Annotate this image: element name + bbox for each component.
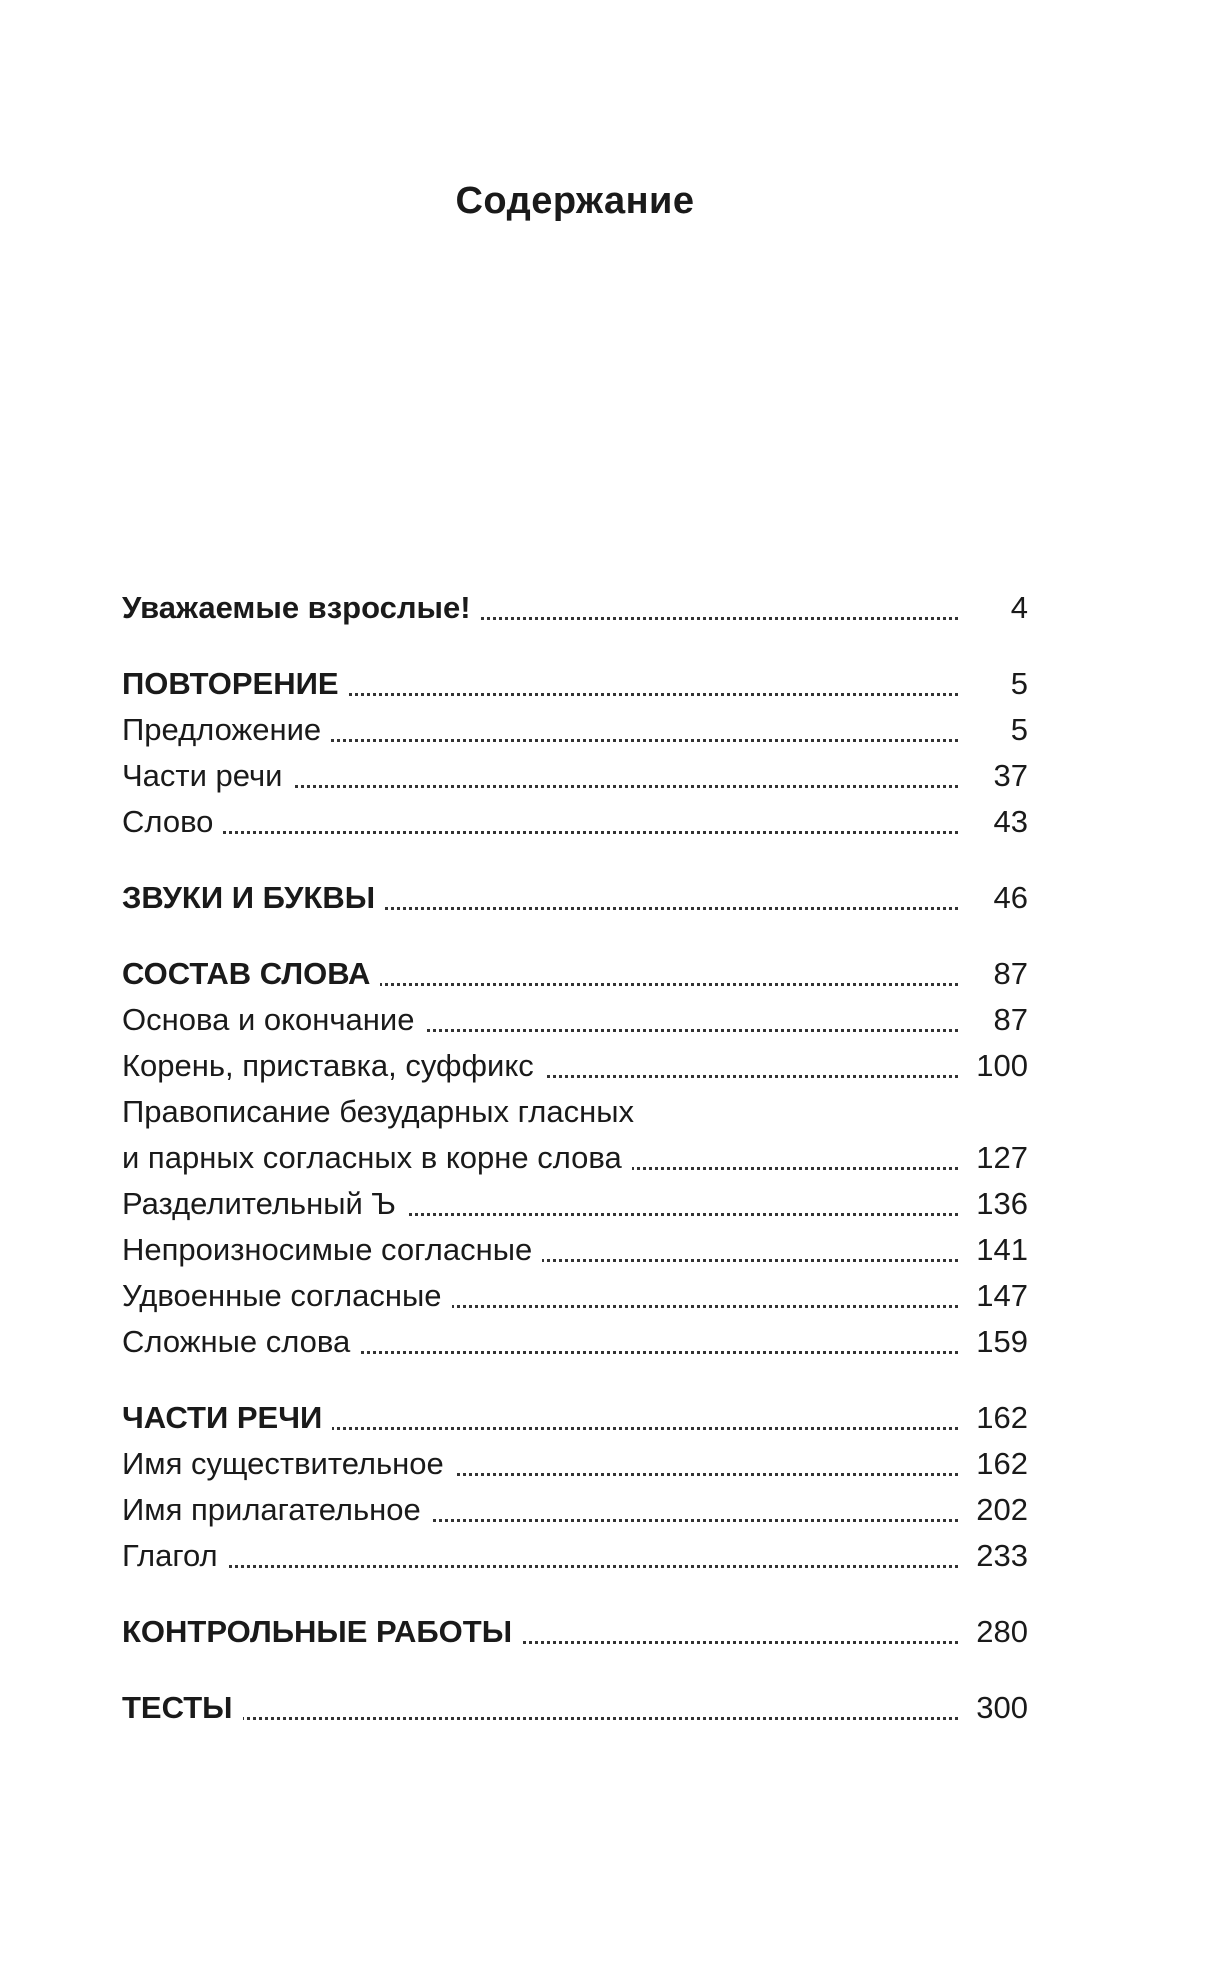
toc-label-wrap (122, 1441, 958, 1487)
toc-label: ПОВТОРЕНИЕ (122, 666, 349, 701)
toc-label: Имя прилагательное (122, 1492, 431, 1527)
toc-label: Уважаемые взрослые! (122, 590, 481, 625)
toc-entry-row (122, 799, 1028, 845)
toc-entry-row (122, 753, 1028, 799)
toc-label-wrap (122, 1395, 958, 1441)
toc-label-wrap (122, 1043, 958, 1089)
toc-label: КОНТРОЛЬНЫЕ РАБОТЫ (122, 1614, 522, 1649)
toc-label-wrap (122, 1487, 958, 1533)
toc-label: Корень, приставка, суффикс (122, 1048, 544, 1083)
toc-label: Непроизносимые согласные (122, 1232, 542, 1267)
toc-label-wrap (122, 707, 958, 753)
toc-label: Глагол (122, 1538, 228, 1573)
toc-section-row (122, 585, 1028, 631)
toc-label-wrap (122, 753, 958, 799)
toc-label: Части речи (122, 758, 292, 793)
toc-label: Основа и окончание (122, 1002, 424, 1037)
toc-page-number: 233 (976, 1538, 1028, 1573)
toc-page-number: 5 (1010, 666, 1028, 701)
toc-label: Слово (122, 804, 223, 839)
toc-section-row (122, 1609, 1028, 1655)
toc-label-wrap (122, 799, 958, 845)
toc-label: и парных согласных в корне слова (122, 1140, 632, 1175)
toc-page-number: 4 (1010, 590, 1028, 625)
toc-entry-row (122, 1273, 1028, 1319)
toc-label-wrap (122, 875, 958, 921)
toc-entry-row (122, 707, 1028, 753)
toc-label: ЧАСТИ РЕЧИ (122, 1400, 332, 1435)
toc-label-wrap (122, 1135, 958, 1181)
toc-page-number: 162 (976, 1400, 1028, 1435)
toc-page-number: 127 (976, 1140, 1028, 1175)
dot-leader (122, 831, 958, 834)
toc-page-number: 300 (976, 1690, 1028, 1725)
toc-label-wrap (122, 951, 958, 997)
dot-leader (122, 1717, 958, 1720)
toc-label-wrap (122, 661, 958, 707)
toc-label-wrap (122, 1533, 958, 1579)
toc-page-number: 280 (976, 1614, 1028, 1649)
toc-label: Предложение (122, 712, 331, 747)
toc-entry-row (122, 1441, 1028, 1487)
toc-entry-row (122, 997, 1028, 1043)
toc-page-number: 37 (993, 758, 1028, 793)
toc-section-row (122, 1395, 1028, 1441)
toc-label-wrap (122, 997, 958, 1043)
toc-entry-row (122, 1181, 1028, 1227)
toc-entry-row (122, 1533, 1028, 1579)
toc-entry-row (122, 1487, 1028, 1533)
toc-label: СОСТАВ СЛОВА (122, 956, 380, 991)
toc-page-number: 147 (976, 1278, 1028, 1313)
toc-page-number: 43 (993, 804, 1028, 839)
toc-entry-row (122, 1319, 1028, 1365)
toc-label: Имя существительное (122, 1446, 454, 1481)
toc-label-wrap (122, 585, 958, 631)
toc-label-wrap (122, 1227, 958, 1273)
toc-page-number: 162 (976, 1446, 1028, 1481)
toc-label: ТЕСТЫ (122, 1690, 243, 1725)
table-of-contents (122, 585, 1028, 1731)
toc-label: ЗВУКИ И БУКВЫ (122, 880, 385, 915)
toc-page-number: 87 (993, 1002, 1028, 1037)
toc-entry-row (122, 1227, 1028, 1273)
toc-page-number: 136 (976, 1186, 1028, 1221)
toc-entry-row (122, 1089, 1028, 1135)
toc-label-wrap (122, 1089, 958, 1135)
toc-page-number: 100 (976, 1048, 1028, 1083)
toc-page-number: 141 (976, 1232, 1028, 1267)
toc-label-wrap (122, 1609, 958, 1655)
page-title: Содержание (455, 180, 695, 222)
toc-label: Разделительный Ъ (122, 1186, 406, 1221)
dot-leader (122, 1565, 958, 1568)
toc-entry-row (122, 1135, 1028, 1181)
toc-label: Правописание безударных гласных (122, 1094, 644, 1129)
toc-section-row (122, 875, 1028, 921)
toc-page-number: 159 (976, 1324, 1028, 1359)
toc-label-wrap (122, 1181, 958, 1227)
toc-label-wrap (122, 1685, 958, 1731)
toc-page-number: 46 (993, 880, 1028, 915)
toc-label-wrap (122, 1319, 958, 1365)
toc-page-number: 87 (993, 956, 1028, 991)
toc-page-number: 202 (976, 1492, 1028, 1527)
toc-page-number: 5 (1010, 712, 1028, 747)
toc-entry-row (122, 1043, 1028, 1089)
toc-section-row (122, 1685, 1028, 1731)
toc-label-wrap (122, 1273, 958, 1319)
toc-label: Сложные слова (122, 1324, 360, 1359)
toc-section-row (122, 951, 1028, 997)
toc-label: Удвоенные согласные (122, 1278, 452, 1313)
toc-section-row (122, 661, 1028, 707)
